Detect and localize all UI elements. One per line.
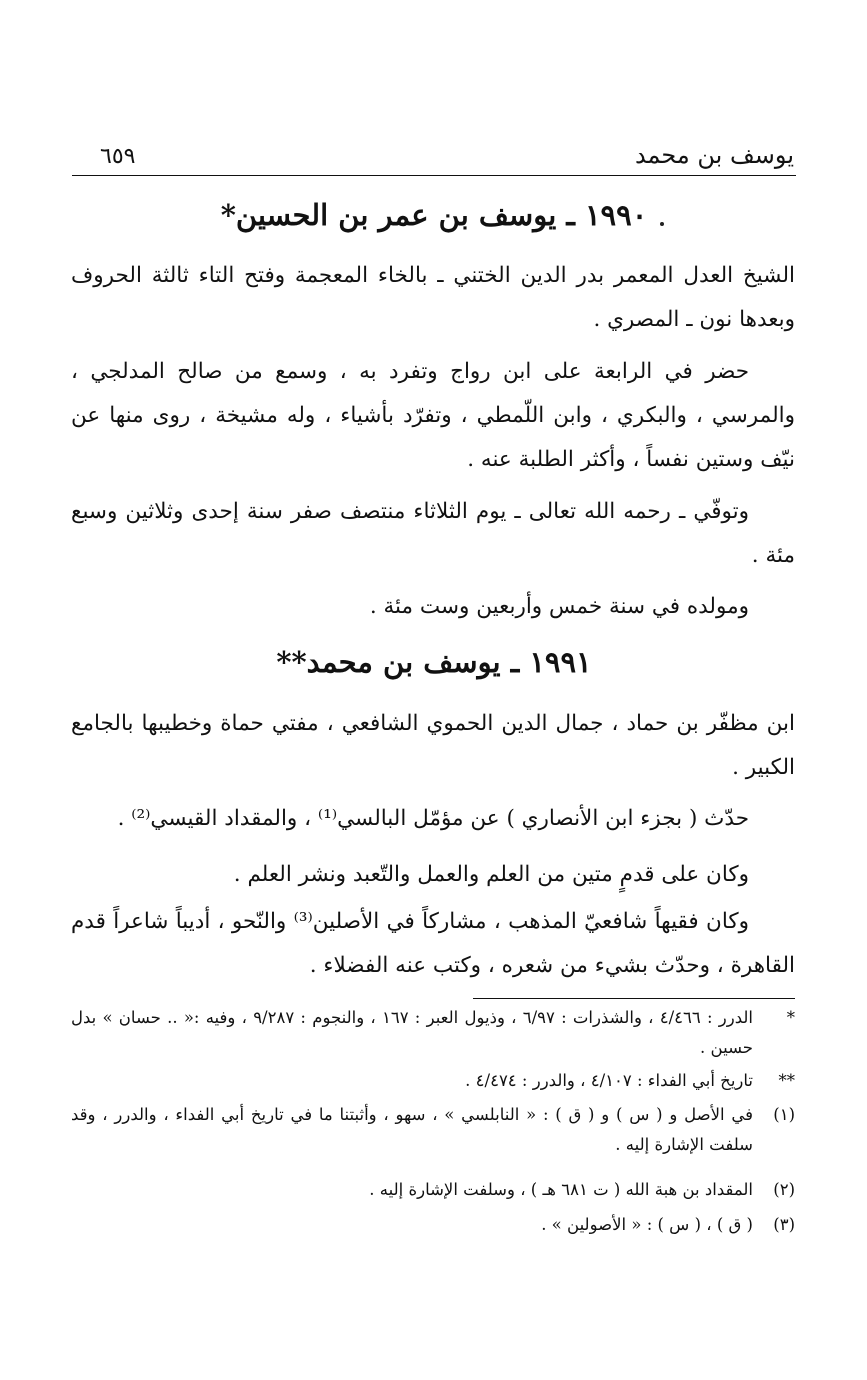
footnote-mark: ** (778, 1071, 795, 1090)
entry-1990-paragraph: ومولده في سنة خمس وأربعين وست مئة . (369, 594, 749, 619)
footnote-mark: (١) (773, 1105, 795, 1124)
entry-1991-paragraph: وكان فقيهاً شافعيّ المذهب ، مشاركاً في الأصلين⁽³⁾ والنّحو ، أديباً شاعراً قدم القاهرة ، وحدّث بشيء من شعره ، وكتب عنه الفضلاء . (71, 909, 795, 978)
footnote-text: ( ق ) ، ( س ) : « الأصولين » . (541, 1215, 753, 1234)
footnote-text: الدرر : ٤/٤٦٦ ، والشذرات : ٦/٩٧ ، وذيول العبر : ١٦٧ ، والنجوم : ٩/٢٨٧ ، وفيه :« .. حسان » بدل حسين . (71, 1008, 754, 1057)
footnote-text: تاريخ أبي الفداء : ٤/١٠٧ ، والدرر : ٤/٤٧٤ . (465, 1071, 753, 1090)
entry-1990-paragraph: حضر في الرابعة على ابن رواج وتفرد به ، وسمع من صالح المدلجي ، والمرسي ، والبكري ، وابن اللّمطي ، وتفرّد بأشياء ، وله مشيخة ، روى منها عن نيّف وستين نفساً ، وأكثر الطلبة عنه . (71, 359, 795, 472)
footnote-mark: (٢) (773, 1180, 795, 1199)
entry-1991-paragraph: وكان على قدمٍ متين من العلم والعمل والتّعبد ونشر العلم . (233, 862, 749, 887)
page-header (72, 135, 796, 176)
entry-1991-paragraph: ابن مظفّر بن حماد ، جمال الدين الحموي الشافعي ، مفتي حماة وخطيبها بالجامع الكبير . (71, 711, 795, 780)
page-number: ٦٥٩ (100, 144, 136, 169)
footnote-text: في الأصل و ( س ) و ( ق ) : « النابلسي » ، سهو ، وأثبتنا ما في تاريخ أبي الفداء ، والدرر ، وقد سلفت الإشارة إليه . (71, 1105, 753, 1154)
footnote (71, 1175, 795, 1205)
entry-title-1990: ١٩٩٠ ـ يوسف بن عمر بن الحسين* (220, 198, 648, 232)
footnote-text: المقداد بن هبة الله ( ت ٦٨١ هـ ) ، وسلفت الإشارة إليه . (369, 1180, 753, 1199)
footnote (71, 1210, 795, 1240)
footnote (71, 1100, 795, 1160)
running-title: يوسف بن محمد (634, 141, 794, 169)
footnote-mark: * (786, 1008, 795, 1027)
footnote (71, 1066, 795, 1096)
footnote (71, 1003, 795, 1063)
entry-1990-paragraph: الشيخ العدل المعمر بدر الدين الختني ـ بالخاء المعجمة وفتح التاء ثالثة الحروف وبعدها نون ـ المصري . (71, 263, 795, 332)
footnote-divider (473, 998, 795, 999)
footnote-mark: (٣) (773, 1215, 795, 1234)
entry-title-1991: ١٩٩١ ـ يوسف بن محمد** (276, 645, 592, 679)
entry-1991-paragraph: حدّث ( بجزء ابن الأنصاري ) عن مؤمّل البالسي⁽¹⁾ ، والمقداد القيسي⁽²⁾ . (117, 806, 749, 831)
entry-1990-paragraph: وتوفّي ـ رحمه الله تعالى ـ يوم الثلاثاء منتصف صفر سنة إحدى وثلاثين وسبع مئة . (71, 499, 795, 568)
